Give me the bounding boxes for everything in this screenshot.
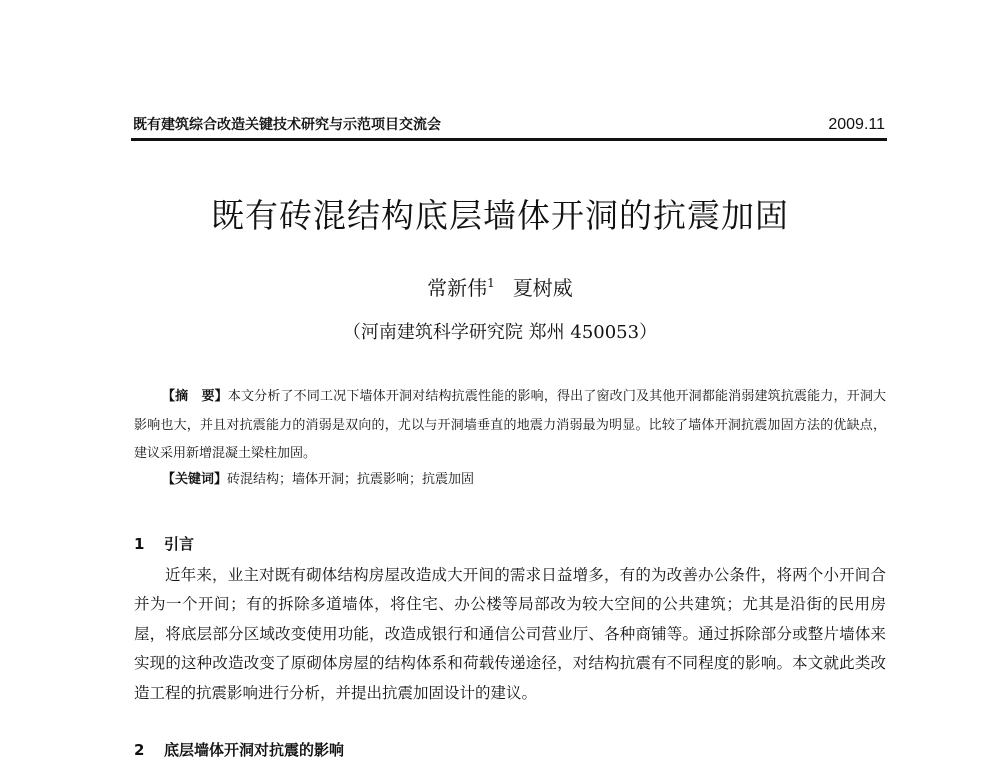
keywords-text: 砖混结构；墙体开洞；抗震影响；抗震加固 — [227, 472, 475, 487]
section-2-heading — [134, 739, 344, 760]
section-1-body: 近年来，业主对既有砌体结构房屋改造成大开间的需求日益增多，有的为改善办公条件，将两个小开间合并为一个开间；有的拆除多道墙体，将住宅、办公楼等局部改为较大空间的公共建筑；尤其是沿街的民用房屋，将底层部分区域改变使用功能，改造成银行和通信公司营业厅、各种商铺等。通过拆除部分或整片墙体来实现的这种改造改变了原砌体房屋的结构体系和荷载传递途径，对结构抗震有不同程度的影响。本文就此类改造工程的抗震影响进行分析，并提出抗震加固设计的建议。 — [134, 566, 886, 702]
author-line — [0, 272, 1000, 301]
abstract-label: 【摘 要】 — [162, 389, 228, 404]
section-1-number: 1 — [134, 535, 145, 553]
section-2-title: 底层墙体开洞对抗震的影响 — [164, 741, 345, 759]
keywords-label: 【关键词】 — [162, 472, 228, 487]
header-date: 2009.11 — [828, 116, 885, 133]
section-2-number: 2 — [134, 741, 145, 759]
paper-title: 既有砖混结构底层墙体开洞的抗震加固 — [211, 196, 789, 235]
affiliation: （河南建筑科学研究院 郑州 450053） — [342, 322, 658, 343]
author-1: 常新伟 — [427, 276, 488, 300]
abstract-text: 本文分析了不同工况下墙体开洞对结构抗震性能的影响，得出了窗改门及其他开洞都能消弱建筑抗震能力，开洞大影响也大，并且对抗震能力的消弱是双向的，尤以与开洞墙垂直的地震力消弱最为明显。比较了墙体开洞抗震加固方法的优缺点，建议采用新增混凝土梁柱加固。 — [134, 389, 886, 461]
section-1-heading — [134, 533, 194, 554]
section-1-title: 引言 — [164, 535, 195, 553]
header-rule — [131, 138, 887, 141]
proceedings-name: 既有建筑综合改造关键技术研究与示范项目交流会 — [133, 117, 441, 133]
abstract — [134, 383, 886, 469]
author-1-affiliation-mark: 1 — [487, 276, 495, 290]
author-2: 夏树威 — [512, 276, 573, 300]
running-header — [133, 114, 885, 134]
keywords — [162, 470, 886, 490]
